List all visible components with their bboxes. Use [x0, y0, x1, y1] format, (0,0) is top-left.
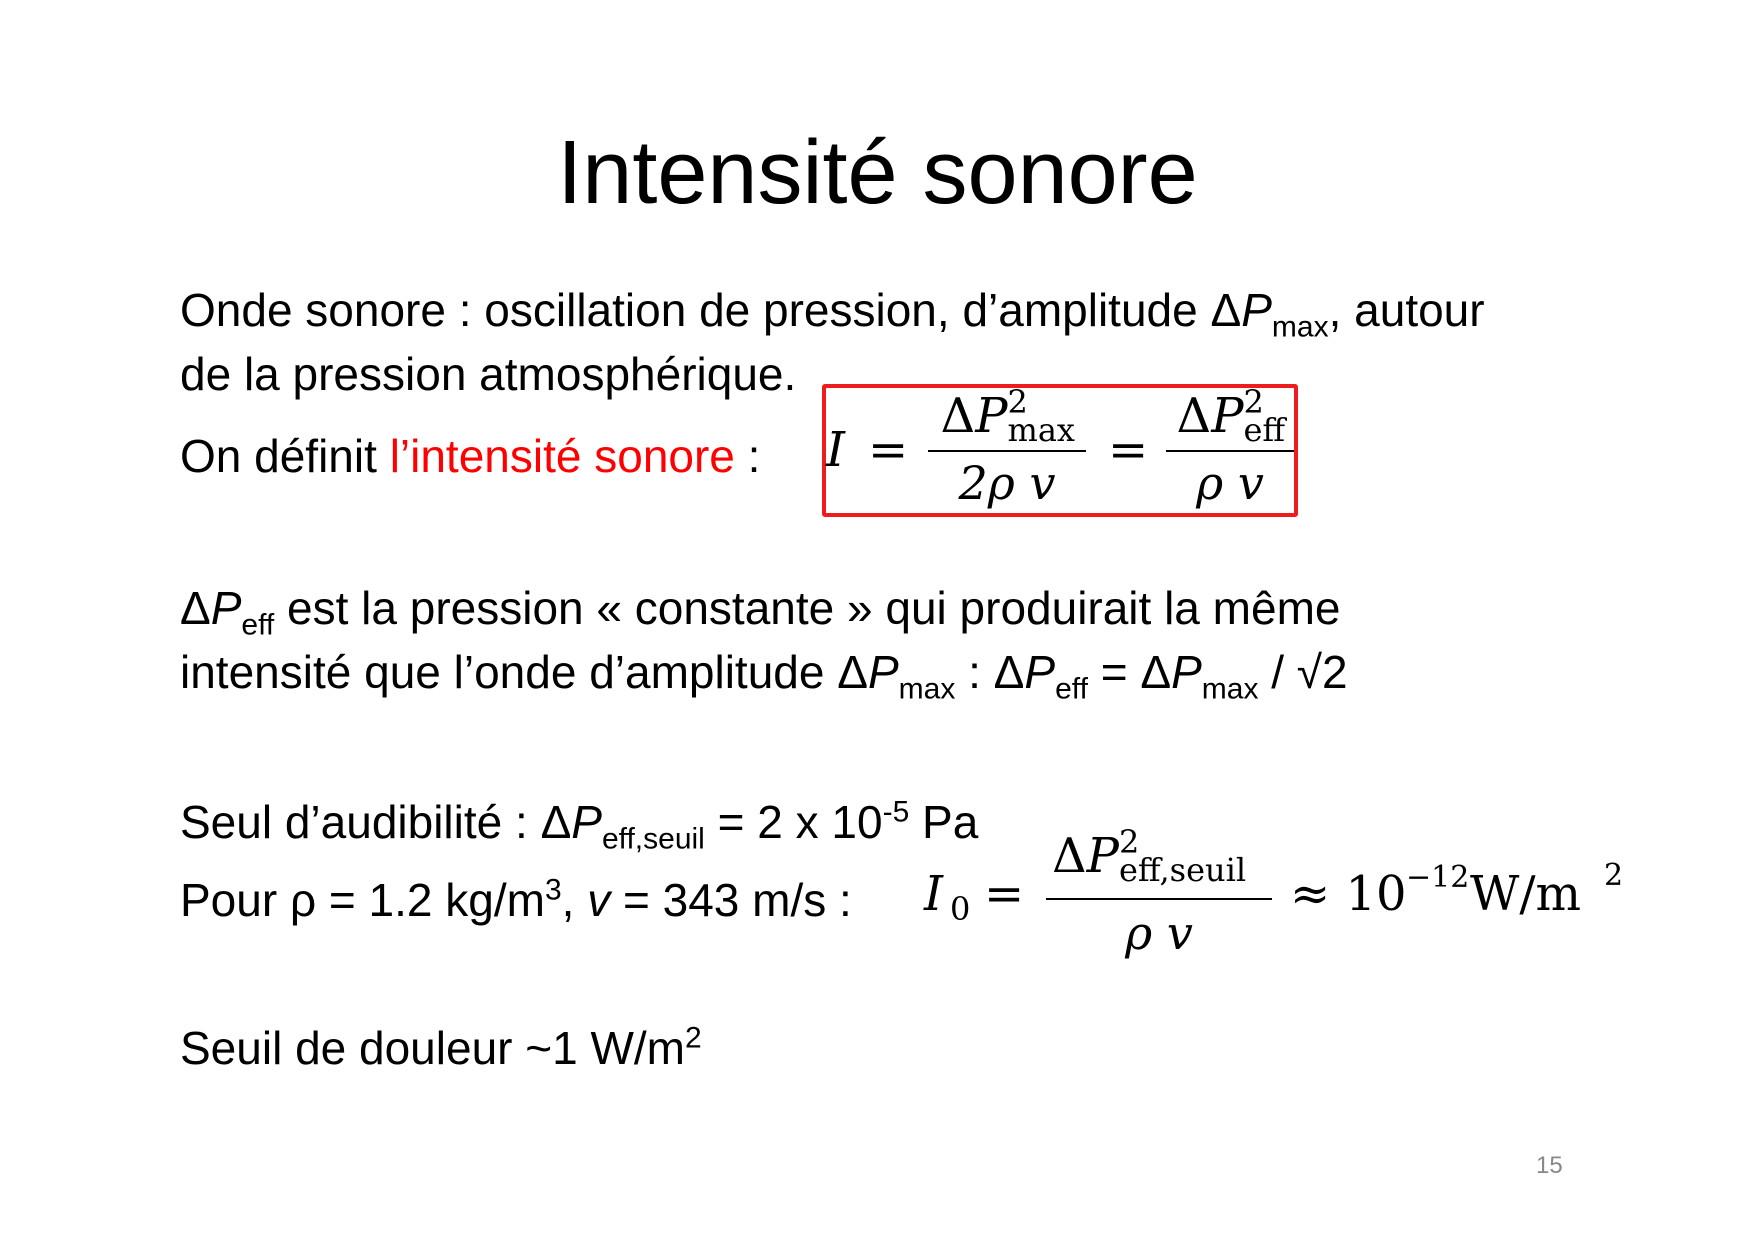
- line4-var: P: [210, 582, 242, 634]
- pain-threshold-line: [180, 1020, 702, 1076]
- audibility-threshold-line: [180, 794, 979, 856]
- line6-after: Pa: [909, 796, 979, 848]
- line2-text: de la pression atmosphérique.: [180, 348, 797, 400]
- pressure-var: P: [975, 388, 1008, 444]
- subscript: eff,seuil: [1118, 851, 1247, 889]
- line6-sup: -5: [882, 795, 910, 829]
- formula1-lhs: I: [826, 422, 845, 478]
- intensity-term-highlight: l’intensité sonore: [389, 430, 735, 482]
- line5-sub1: max: [898, 672, 956, 706]
- formula1-frac2-denominator: ρ v: [1196, 456, 1264, 510]
- line1-text: Onde sonore : oscillation de pression, d’amplitude Δ: [180, 284, 1242, 336]
- formula2-lhs-sub: 0: [950, 890, 971, 928]
- line7-part2: ,: [561, 874, 588, 926]
- line6-mid: = 2 x 10: [704, 796, 883, 848]
- formula2-numerator: [1046, 823, 1272, 889]
- formula1-eq1: =: [868, 422, 909, 478]
- definition-line-1: [180, 282, 1485, 344]
- intensity-definition-line: [180, 428, 760, 484]
- formula2-fraction: [1046, 822, 1272, 962]
- fraction-bar: [1046, 898, 1272, 900]
- delta-symbol: Δ: [940, 388, 976, 444]
- line4-after: est la pression « constante » qui produirait la même: [274, 582, 1341, 634]
- exponent: 2: [1118, 823, 1140, 861]
- delta-symbol: Δ: [1176, 388, 1212, 444]
- line5-part4: / √2: [1258, 646, 1348, 698]
- line6-var: P: [571, 796, 602, 848]
- formula-highlight-box: [822, 384, 1298, 517]
- line5-sub3: max: [1201, 672, 1259, 706]
- line3-before: On définit: [180, 430, 390, 482]
- delta-symbol: Δ: [1052, 828, 1087, 884]
- formula2-unit-sup: 2: [1604, 858, 1624, 893]
- formula1-eq2: =: [1108, 422, 1149, 478]
- line1-after: , autour: [1328, 284, 1485, 336]
- formula2-lhs-var: I: [924, 866, 943, 922]
- line8-sup: 2: [685, 1021, 702, 1055]
- line5-var2: P: [1024, 646, 1056, 698]
- line7-part3: = 343 m/s :: [610, 874, 852, 926]
- formula2-eq: =: [984, 866, 1025, 922]
- line7-var: v: [587, 874, 611, 926]
- slide-title: Intensité sonore: [557, 123, 1198, 223]
- page-number: 15: [1536, 1152, 1563, 1179]
- line7-part1: Pour ρ = 1.2 kg/m: [180, 874, 545, 926]
- line4-delta: Δ: [180, 582, 211, 634]
- line5-var3: P: [1171, 646, 1202, 698]
- line6-before: Seul d’audibilité : Δ: [180, 796, 572, 848]
- line5-var1: P: [867, 646, 899, 698]
- formula1-frac1-denominator: 2ρ v: [958, 456, 1056, 510]
- line5-part1: intensité que l’onde d’amplitude Δ: [180, 646, 868, 698]
- line4-sub: eff: [241, 608, 275, 642]
- line8-text: Seuil de douleur ~1 W/m: [180, 1022, 685, 1074]
- exponent: 2: [1007, 383, 1028, 421]
- line5-sub2: eff: [1055, 672, 1088, 706]
- exponent: 2: [1243, 383, 1264, 421]
- subscript: max: [1007, 411, 1075, 449]
- line1-sub: max: [1271, 310, 1329, 344]
- air-parameters-line: [180, 872, 852, 928]
- effective-pressure-line-2: [180, 644, 1348, 706]
- formula2-approx: ≈ 10: [1290, 866, 1407, 922]
- effective-pressure-line-1: [180, 580, 1341, 642]
- formula2-unit: W/m: [1470, 866, 1582, 922]
- pressure-var: P: [1086, 828, 1119, 884]
- line3-after: :: [734, 430, 761, 482]
- pressure-var: P: [1211, 388, 1244, 444]
- line6-sub: eff,seuil: [601, 822, 705, 856]
- subscript: eff: [1243, 411, 1286, 449]
- definition-line-2: [180, 346, 796, 402]
- line5-part3: = Δ: [1087, 646, 1172, 698]
- line5-part2: : Δ: [955, 646, 1025, 698]
- formula2-denominator: ρ v: [1125, 906, 1193, 960]
- formula2-exponent: −12: [1406, 860, 1470, 895]
- line1-var: P: [1241, 284, 1272, 336]
- line7-sup: 3: [544, 873, 562, 907]
